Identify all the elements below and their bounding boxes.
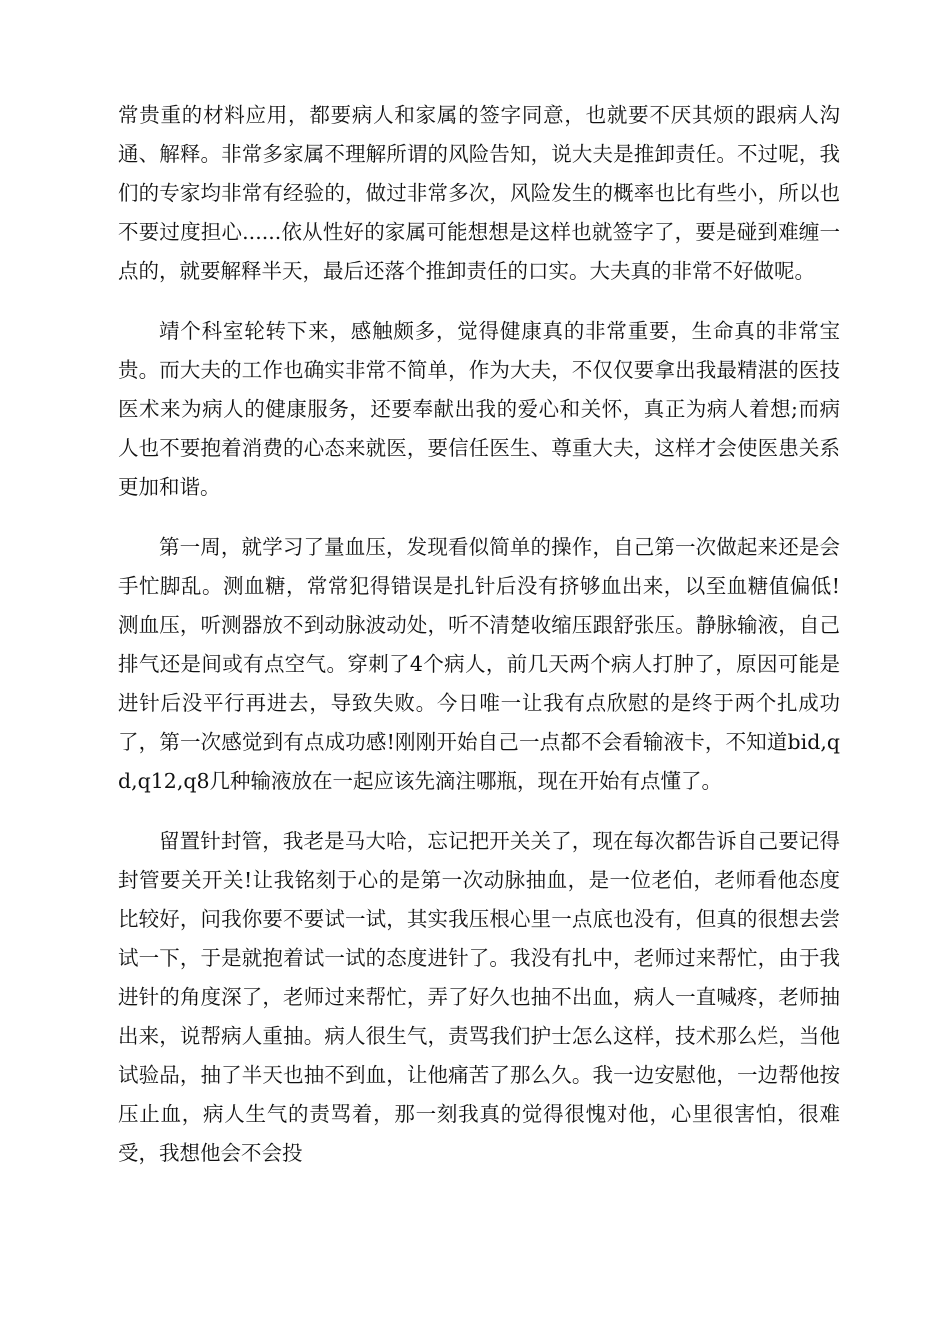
paragraph-rotation-reflection: 靖个科室轮转下来，感触颇多，觉得健康真的非常重要，生命真的非常宝贵。而大夫的工作也确实非常不简单，作为大夫，不仅仅要拿出我最精湛的医技医术来为病人的健康服务，还要奉献出我的爱心和关怀，真正为病人着想;而病人也不要抱着消费的心态来就医，要信任医生、尊重大夫，这样才会使医患关系更加和谐。 — [118, 319, 840, 499]
paragraph-arterial-blood-draw: 留置针封管，我老是马大哈，忘记把开关关了，现在每次都告诉自己要记得封管要关开关!让我铭刻于心的是第一次动脉抽血，是一位老伯，老师看他态度比较好，问我你要不要试一试，其实我压根心里一点底也没有，但真的很想去尝试一下，于是就抱着试一试的态度进针了。我没有扎中，老师过来帮忙，由于我进针的角度深了，老师过来帮忙，弄了好久也抽不出血，病人一直喊疼，老师抽出来，说帮病人重抽。病人很生气，责骂我们护士怎么这样，技术那么烂，当他试验品，抽了半天也抽不到血，让他痛苦了那么久。我一边安慰他，一边帮他按压止血，病人生气的责骂着，那一刻我真的觉得很愧对他，心里很害怕，很难受，我想他会不会投 — [118, 829, 840, 1165]
paragraph-continued: 常贵重的材料应用，都要病人和家属的签字同意，也就要不厌其烦的跟病人沟通、解释。非常多家属不理解所谓的风险告知，说大夫是推卸责任。不过呢，我们的专家均非常有经验的，做过非常多次，风险发生的概率也比有些小，所以也不要过度担心......依从性好的家属可能想想是这样也就签字了，要是碰到难缠一点的，就要解释半天，最后还落个推卸责任的口实。大夫真的非常不好做呢。 — [118, 103, 840, 283]
document-body — [118, 96, 840, 1194]
paragraph-first-week: 第一周，就学习了量血压，发现看似简单的操作，自己第一次做起来还是会手忙脚乱。测血糖，常常犯得错误是扎针后没有挤够血出来，以至血糖值偏低!测血压，听测器放不到动脉波动处，听不清楚收缩压跟舒张压。静脉输液，自己排气还是间或有点空气。穿刺了4个病人，前几天两个病人打肿了，原因可能是进针后没平行再进去，导致失败。今日唯一让我有点欣慰的是终于两个扎成功了，第一次感觉到有点成功感!刚刚开始自己一点都不会看输液卡，不知道bid,qd,q12,q8几种输液放在一起应该先滴注哪瓶，现在开始有点懂了。 — [118, 535, 840, 793]
